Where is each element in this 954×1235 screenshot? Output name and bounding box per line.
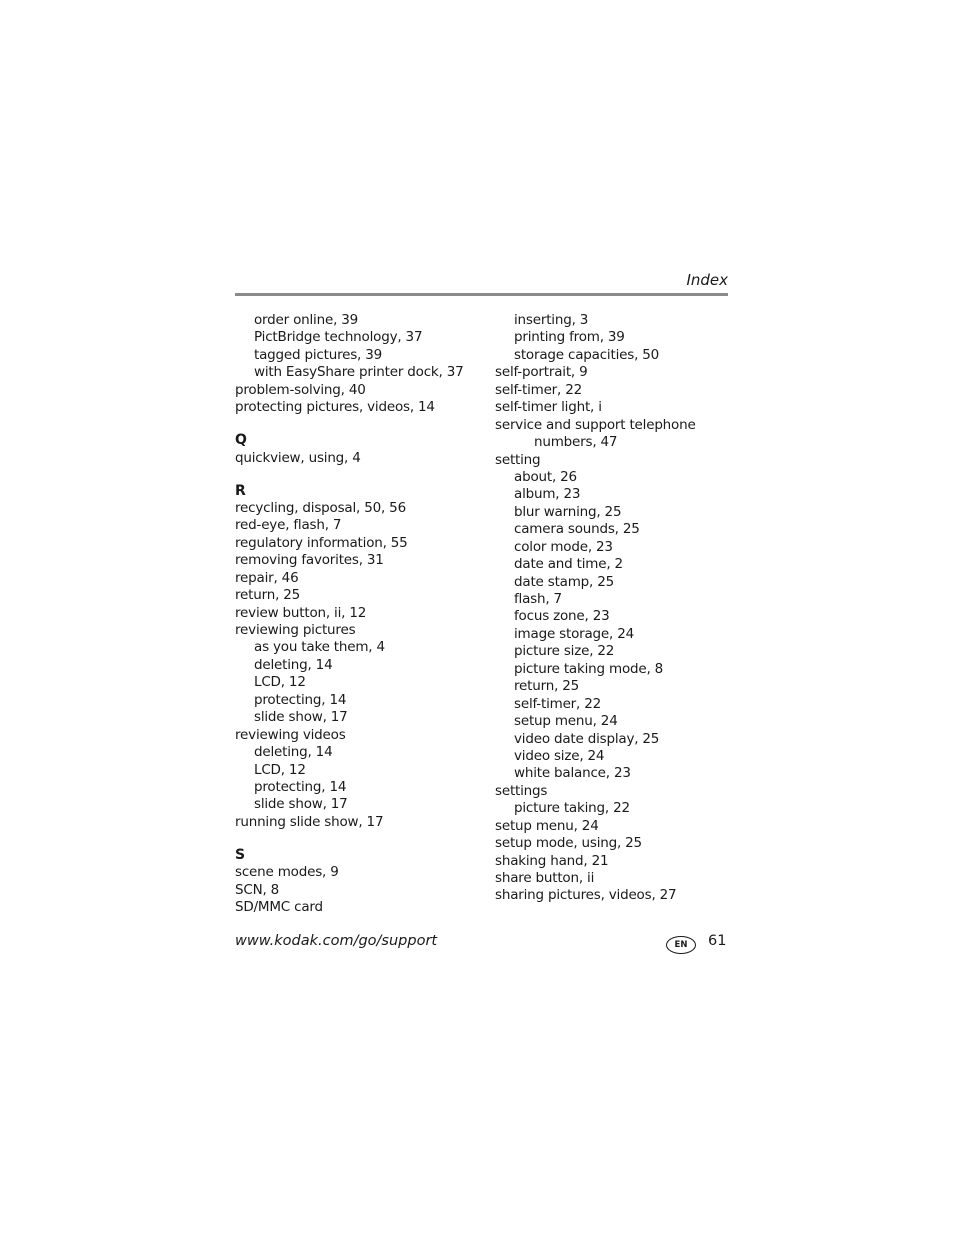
index-subentry: deleting, 14 bbox=[254, 744, 333, 761]
index-subentry: flash, 7 bbox=[514, 591, 562, 607]
language-badge: EN bbox=[666, 936, 696, 954]
index-entry: reviewing pictures bbox=[235, 622, 356, 638]
index-entry: setting bbox=[495, 451, 541, 468]
index-entry: return, 25 bbox=[235, 587, 301, 604]
index-section-letter: R bbox=[235, 482, 246, 499]
index-subentry: deleting, 14 bbox=[254, 656, 333, 673]
index-subentry: video date display, 25 bbox=[514, 730, 660, 747]
index-subentry: with EasyShare printer dock, 37 bbox=[254, 364, 464, 381]
index-subentry: protecting, 14 bbox=[254, 691, 347, 708]
index-subentry: picture taking mode, 8 bbox=[514, 660, 664, 677]
index-subentry: LCD, 12 bbox=[254, 761, 306, 778]
index-subentry: white balance, 23 bbox=[514, 765, 631, 782]
index-entry: red-eye, flash, 7 bbox=[235, 517, 342, 534]
index-subentry: LCD, 12 bbox=[254, 674, 306, 691]
index-subentry: camera sounds, 25 bbox=[514, 521, 640, 538]
index-entry: SCN, 8 bbox=[235, 881, 280, 898]
index-subentry: album, 23 bbox=[514, 486, 581, 503]
index-column-right bbox=[495, 312, 735, 905]
index-entry: reviewing videos bbox=[235, 726, 346, 743]
index-subentry: PictBridge technology, 37 bbox=[254, 329, 423, 346]
index-subentry: setup menu, 24 bbox=[514, 713, 618, 730]
section-spacer bbox=[235, 467, 475, 483]
index-entry: scene modes, 9 bbox=[235, 864, 339, 881]
index-subentry: picture size, 22 bbox=[514, 643, 615, 660]
index-entry: self-timer, 22 bbox=[495, 381, 582, 398]
index-entry: share button, ii bbox=[495, 870, 595, 886]
index-subentry: blur warning, 25 bbox=[514, 503, 622, 520]
index-entry: running slide show, 17 bbox=[235, 813, 384, 830]
index-subentry: order online, 39 bbox=[254, 312, 359, 328]
index-entry: setup mode, using, 25 bbox=[495, 835, 642, 852]
index-section-letter: S bbox=[235, 846, 245, 863]
index-subentry: slide show, 17 bbox=[254, 796, 348, 813]
index-entry: sharing pictures, videos, 27 bbox=[495, 887, 677, 904]
index-subentry: image storage, 24 bbox=[514, 625, 634, 642]
index-subentry: video size, 24 bbox=[514, 747, 605, 764]
index-entry: problem-solving, 40 bbox=[235, 381, 366, 398]
index-subentry: protecting, 14 bbox=[254, 778, 347, 795]
index-subentry: picture taking, 22 bbox=[514, 800, 630, 817]
index-subentry: color mode, 23 bbox=[514, 538, 613, 555]
index-entry: repair, 46 bbox=[235, 569, 299, 586]
page-number: 61 bbox=[708, 933, 727, 949]
section-spacer bbox=[235, 417, 475, 433]
index-subentry: focus zone, 23 bbox=[514, 608, 610, 625]
index-entry: regulatory information, 55 bbox=[235, 534, 408, 551]
header-divider bbox=[235, 293, 728, 296]
index-entry: protecting pictures, videos, 14 bbox=[235, 399, 435, 416]
page-header-title: Index bbox=[686, 271, 728, 289]
index-entry: settings bbox=[495, 782, 548, 799]
index-entry: SD/MMC card bbox=[235, 899, 323, 916]
index-entry: recycling, disposal, 50, 56 bbox=[235, 499, 406, 516]
index-entry: self-timer light, i bbox=[495, 399, 602, 416]
index-entry: removing favorites, 31 bbox=[235, 552, 384, 569]
index-subentry: as you take them, 4 bbox=[254, 639, 385, 656]
index-entry: self-portrait, 9 bbox=[495, 364, 588, 381]
index-subentry: return, 25 bbox=[514, 678, 580, 695]
section-spacer bbox=[235, 831, 475, 847]
index-subentry: slide show, 17 bbox=[254, 709, 348, 726]
index-entry: quickview, using, 4 bbox=[235, 449, 361, 466]
index-entry: review button, ii, 12 bbox=[235, 604, 367, 621]
index-subentry: inserting, 3 bbox=[514, 312, 589, 328]
index-section-letter: Q bbox=[235, 432, 247, 449]
index-subentry: about, 26 bbox=[514, 468, 577, 485]
index-subentry: tagged pictures, 39 bbox=[254, 346, 383, 363]
footer-support-url[interactable]: www.kodak.com/go/support bbox=[235, 933, 438, 949]
index-subentry: date stamp, 25 bbox=[514, 573, 615, 590]
index-entry: service and support telephone bbox=[495, 416, 696, 433]
index-subentry: date and time, 2 bbox=[514, 556, 623, 573]
index-subentry: printing from, 39 bbox=[514, 329, 625, 346]
index-entry: setup menu, 24 bbox=[495, 817, 599, 834]
index-entry: shaking hand, 21 bbox=[495, 852, 609, 869]
index-subentry: storage capacities, 50 bbox=[514, 346, 660, 363]
index-subentry: numbers, 47 bbox=[534, 434, 618, 451]
index-subentry: self-timer, 22 bbox=[514, 695, 601, 712]
index-column-left bbox=[235, 312, 475, 917]
